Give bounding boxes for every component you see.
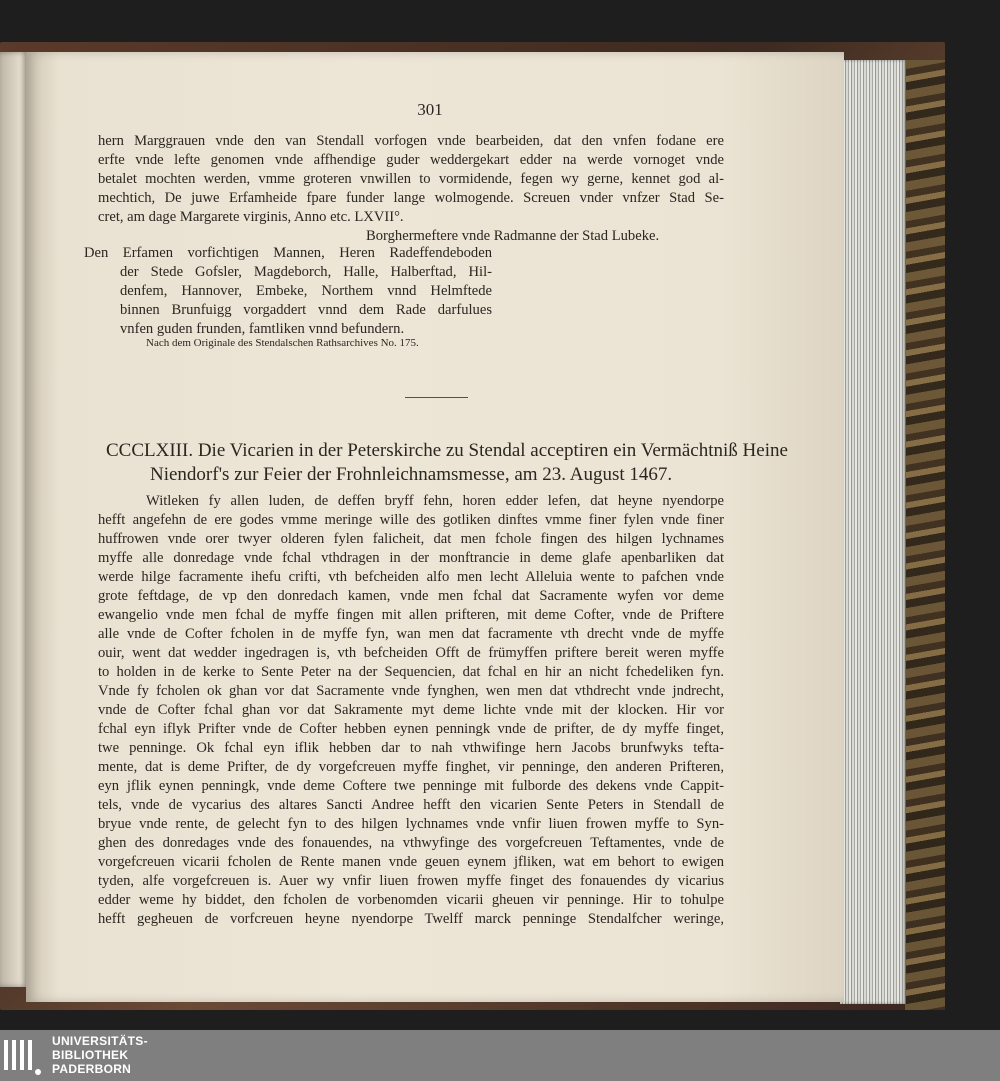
address-line: vnfen guden frunden, famtliken vnnd befundern. <box>120 321 405 337</box>
body-line: Witleken fy allen luden, de deffen bryff fehn, horen edder lefen, dat heyne nyendorpe <box>146 493 724 509</box>
top-line: cret, am dage Margarete virginis, Anno etc. LXVII°. <box>98 209 404 225</box>
top-line: hern Marggrauen vnde den van Stendall vorfogen vnde bearbeiden, dat den vnfen fodane ere <box>98 133 724 149</box>
marbled-cover-edge <box>905 60 945 1010</box>
address-line: der Stede Gofsler, Magdeborch, Halle, Halberftad, Hil- <box>120 264 492 280</box>
body-line: mente, dat is deme Prifter, de dy vorgefcreuen myffe finghet, vir penninge, den anderen Prifteren, <box>98 759 724 775</box>
body-line: Vnde fy fcholen ok ghan vor dat Sacramente vnde fynghen, wen men dat vthdrecht vnde jndrecht, <box>98 683 724 699</box>
body-line: vnde de Cofter fchal ghan vor dat Sakramente myt deme lichte vnde mit der klocken. Hir vor <box>98 702 724 718</box>
address-line: binnen Brunfuigg vorgaddert vnnd dem Rade darfulues <box>120 302 492 318</box>
body-line: tels, vnde de vycarius des altares Sancti Andree hefft den vicarien Sente Peters in Stendall de <box>98 797 724 813</box>
body-line: huffrowen vnde orer twyer olderen fylen falicheit, dat men fchole fingen des hilgen lychnames <box>98 531 724 547</box>
signature: Borghermeftere vnde Radmanne der Stad Lubeke. <box>366 228 660 244</box>
body-line: tyden, alfe vorgefcreuen is. Auer wy vnfir liuen frowen myffe finget des fonauendes dy vicarius <box>98 873 724 889</box>
address-line: Den Erfamen vorfichtigen Mannen, Heren Radeffendeboden <box>84 245 492 261</box>
library-logo-icon <box>0 1030 48 1081</box>
body-line: hefft angefehn de ere godes vmme meringe wille des gotliken dinftes vmme finer fylen vnde finer <box>98 512 724 528</box>
left-page-edge <box>0 52 28 987</box>
library-name-line1: UNIVERSITÄTS- <box>52 1034 148 1048</box>
library-name-line3: PADERBORN <box>52 1062 132 1076</box>
body-line: werde hilge facramente ihefu crifti, vth befcheiden alfo men lecht Alleluia wente to pafchen vnde <box>98 569 724 585</box>
body-line: edder weme hy biddet, den fcholen de vorbenomden vicarii gheuen vir penninge. Hir to tohulpe <box>98 892 724 908</box>
body-line: ewangelio vnde men fchal de myffe fingen mit allen prifteren, mit deme Cofter, vnde de Priftere <box>98 607 724 623</box>
section-divider <box>405 397 468 398</box>
body-line: twe penninge. Ok fchal eyn iflik hebben dar to nah vthwifinge hern Jacobs brunfwyks tefta- <box>98 740 724 756</box>
footer-bar <box>0 1030 1000 1081</box>
body-line: eyn jflik eynen penningk, vnde deme Coftere twe penninge mit fulborde des dekens vnde Cappit- <box>98 778 724 794</box>
body-line: alle vnde de Cofter fcholen in de myffe fyn, wan men dat facramente vth drecht vnde de myffe <box>98 626 724 642</box>
body-line: vorgefcreuen vicarii fcholen de Rente manen vnde geuen eynem jfliken, wat em behort to ewigen <box>98 854 724 870</box>
address-line: denfem, Hannover, Embeke, Northem vnnd Helmftede <box>120 283 492 299</box>
body-line: hefft gegheuen de vorfcreuen heyne nyendorpe Twelff marck penninge Stendalfcher weringe, <box>98 911 724 927</box>
book-page <box>26 52 844 1002</box>
top-line: betalet mochten werden, vmme groteren vnwillen to vormidende, fegen wy gerne, kennet god al- <box>98 171 724 187</box>
document-heading-line2: Niendorf's zur Feier der Frohnleichnamsmesse, am 23. August 1467. <box>150 464 673 485</box>
body-line: myffe alle donredage vnde fchal vthdragen in der monftrancie in deme glafe apenbarliken dat <box>98 550 724 566</box>
top-line: erfte vnde lefte genomen vnde affhendige guder weddergekart edder na werde vornoget vnde <box>98 152 724 168</box>
body-line: to holden in de kerke to Sente Peter na der Sequencien, dat fchal en hir an nicht fchedeliken fyn. <box>98 664 724 680</box>
document-heading-line1: CCCLXIII. Die Vicarien in der Peterskirche zu Stendal acceptiren ein Vermächtniß Heine <box>106 440 788 461</box>
body-line: fchal eyn iflyk Prifter vnde de Cofter hebben eynen penningk vnde de prifter, de dy myffe finget, <box>98 721 724 737</box>
top-line: mechtich, De juwe Erfamheide fpare funder lange wolmogende. Screuen vnder vnfzer Stad Se- <box>98 190 724 206</box>
body-line: ghen des donredages vnde des fonauendes, na vthwyfinge des vorgefcreuen Teftamentes, vnde de <box>98 835 724 851</box>
body-line: bryue vnde rente, de gelecht fyn to des hilgen lychnames vnde vnfir liuen frowen myffe to Syn- <box>98 816 724 832</box>
body-line: ouir, went dat wedder ingedragen is, vth befcheiden Offt de frümyffen priftere bereit weren myffe <box>98 645 724 661</box>
page-edges <box>840 60 906 1004</box>
body-line: grote feftdage, de vp den donredach kamen, vnde men fchal dat Sacramente wyfen vor deme <box>98 588 724 604</box>
page-number: 301 <box>417 100 443 119</box>
library-name-line2: BIBLIOTHEK <box>52 1048 129 1062</box>
source-note: Nach dem Originale des Stendalschen Rathsarchives No. 175. <box>146 337 419 349</box>
